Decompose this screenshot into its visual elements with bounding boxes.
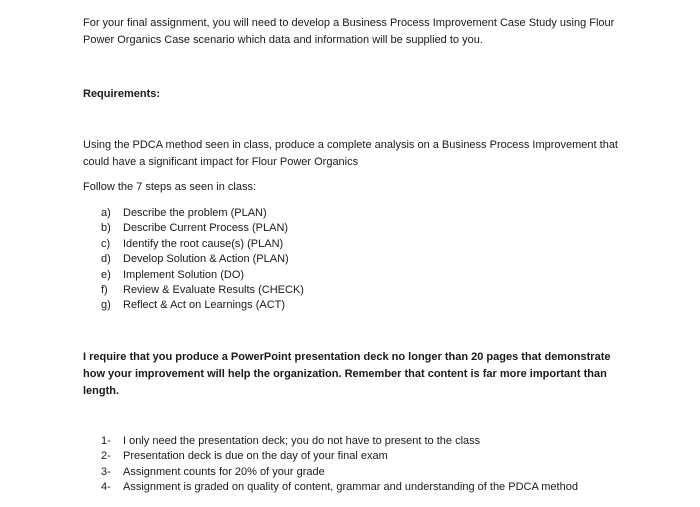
list-item: [101, 480, 578, 495]
list-item-text: Presentation deck is due on the day of your final exam: [123, 450, 388, 463]
list-marker: f): [101, 283, 108, 296]
list-marker: a): [101, 207, 111, 219]
list-item-text: Assignment is graded on quality of content, grammar and understanding of the PDCA method: [123, 481, 578, 494]
list-item: [101, 449, 578, 464]
list-item-text: Reflect & Act on Learnings (ACT): [123, 299, 286, 312]
list-item: [101, 268, 304, 283]
list-marker: b): [101, 222, 111, 235]
list-item-text: Describe the problem (PLAN): [123, 207, 267, 219]
list-item: [101, 465, 578, 480]
list-item: [101, 283, 304, 298]
list-item: [101, 221, 304, 236]
intro-paragraph: For your final assignment, you will need to develop a Business Process Improvement Case Study using Flour Power Organics Case scenario which data and information will be supplied to you.: [83, 17, 615, 46]
analysis-paragraph: Using the PDCA method seen in class, produce a complete analysis on a Business Process Improvement that could have a significant impact for Flour Power Organics: [83, 139, 618, 168]
list-marker: 1-: [101, 435, 111, 447]
list-item-text: Develop Solution & Action (PLAN): [123, 253, 289, 266]
list-marker: 3-: [101, 465, 111, 478]
notes-list: [101, 434, 578, 496]
list-marker: e): [101, 268, 111, 281]
list-item-text: Identify the root cause(s) (PLAN): [123, 237, 284, 250]
list-marker: 4-: [101, 481, 111, 494]
list-item-text: Describe Current Process (PLAN): [123, 222, 289, 235]
list-item-text: I only need the presentation deck; you do not have to present to the class: [123, 435, 481, 447]
deliverable-paragraph: I require that you produce a PowerPoint presentation deck no longer than 20 pages that demonstrate how your improvement will help the organization. Remember that content is far more important than length.: [83, 351, 611, 397]
list-item-text: Review & Evaluate Results (CHECK): [123, 283, 304, 296]
list-marker: 2-: [101, 450, 111, 463]
follow-steps-paragraph: Follow the 7 steps as seen in class:: [83, 181, 257, 193]
list-item: [101, 298, 304, 313]
list-item-text: Implement Solution (DO): [123, 268, 245, 281]
list-item: [101, 206, 304, 221]
requirements-heading: Requirements:: [83, 88, 161, 100]
list-marker: d): [101, 253, 111, 266]
list-item: [101, 434, 578, 449]
list-item: [101, 237, 304, 252]
list-marker: g): [101, 299, 111, 312]
list-item: [101, 252, 304, 267]
list-marker: c): [101, 237, 111, 250]
list-item-text: Assignment counts for 20% of your grade: [123, 465, 325, 478]
steps-list: [101, 206, 304, 314]
